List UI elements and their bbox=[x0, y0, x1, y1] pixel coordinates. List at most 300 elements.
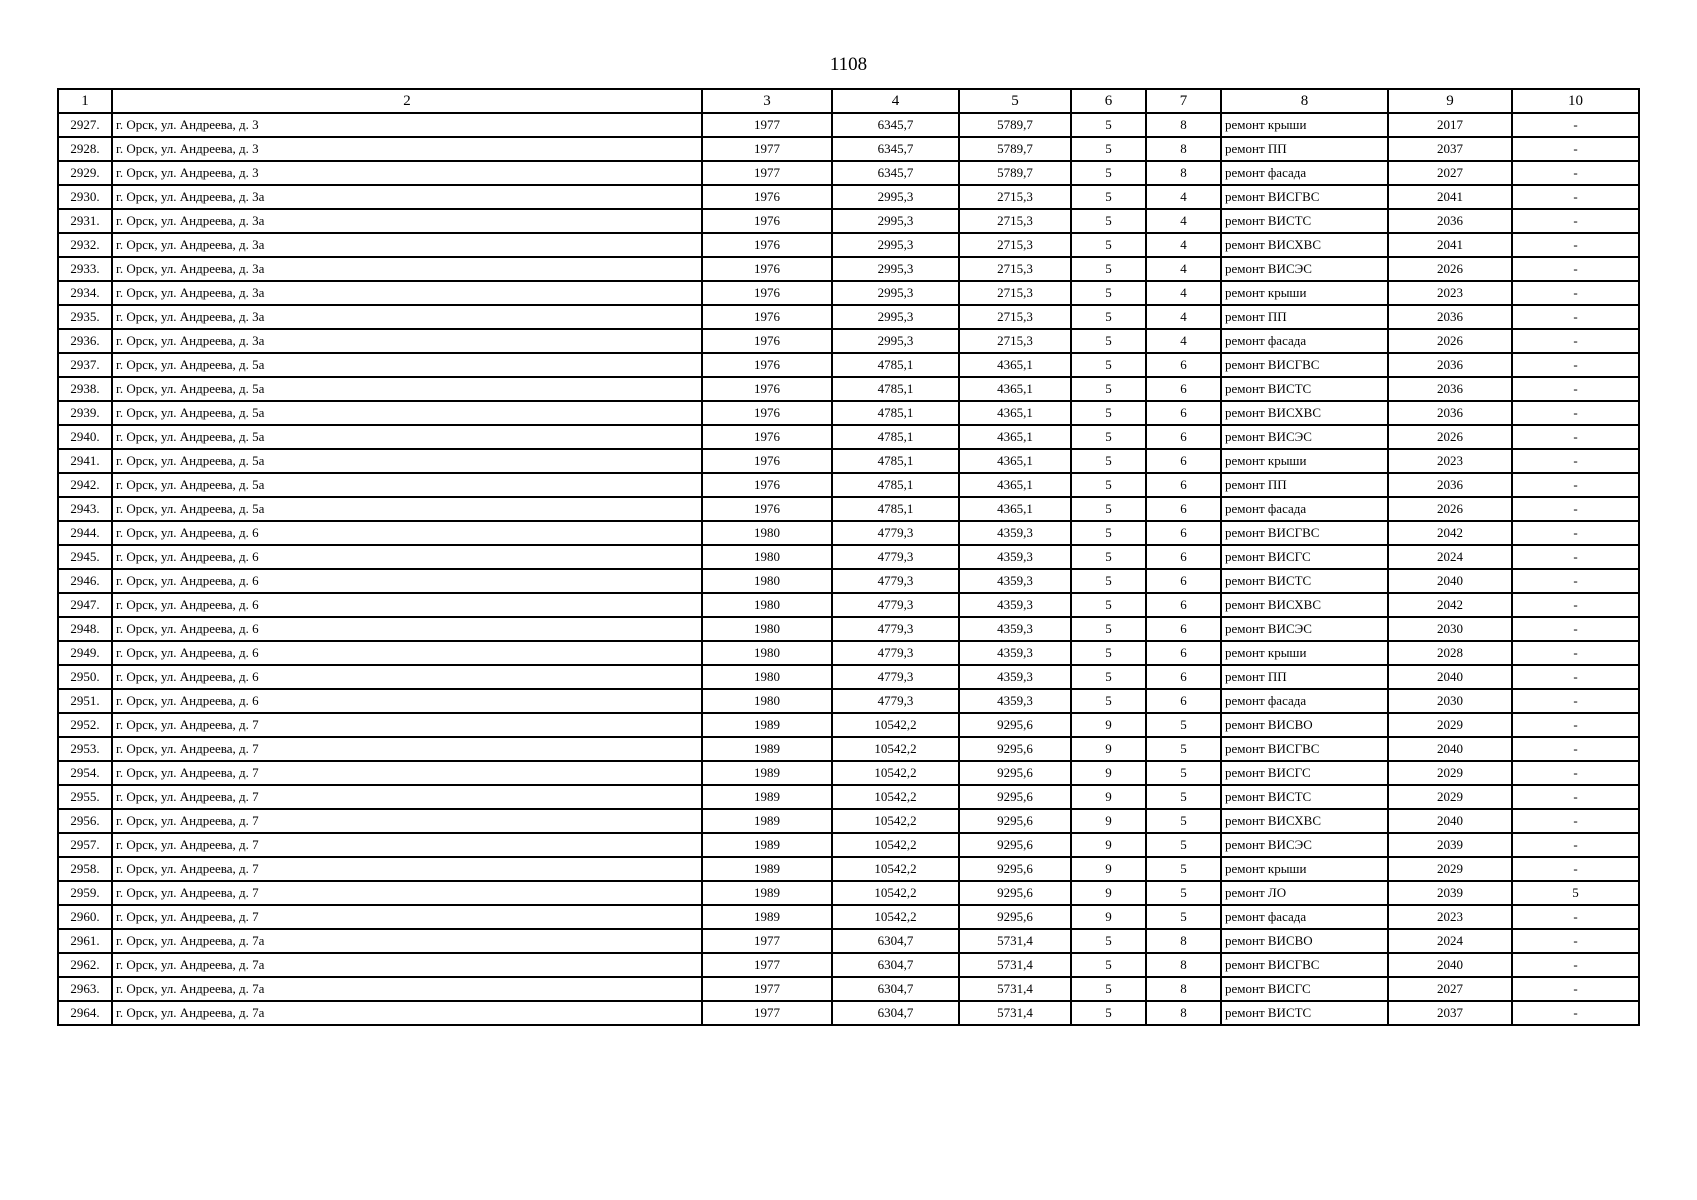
table-row bbox=[58, 449, 1639, 473]
cell-col-address: г. Орск, ул. Андреева, д. 3а bbox=[112, 185, 702, 209]
header-col-floors: 6 bbox=[1071, 89, 1146, 113]
table-row bbox=[58, 497, 1639, 521]
table-row bbox=[58, 737, 1639, 761]
cell-col-address: г. Орск, ул. Андреева, д. 7 bbox=[112, 809, 702, 833]
cell-col-plan-year: 2036 bbox=[1388, 401, 1512, 425]
table-row bbox=[58, 713, 1639, 737]
cell-col-index: 2964. bbox=[58, 1001, 112, 1025]
cell-col-plan-year: 2042 bbox=[1388, 593, 1512, 617]
cell-col-plan-year: 2036 bbox=[1388, 353, 1512, 377]
cell-col-plan-year: 2036 bbox=[1388, 473, 1512, 497]
cell-col-index: 2941. bbox=[58, 449, 112, 473]
cell-col-col10: - bbox=[1512, 857, 1639, 881]
cell-col-floors: 9 bbox=[1071, 737, 1146, 761]
cell-col-address: г. Орск, ул. Андреева, д. 3 bbox=[112, 113, 702, 137]
header-col-total-area: 4 bbox=[832, 89, 959, 113]
cell-col-year: 1977 bbox=[702, 953, 832, 977]
cell-col-floors: 5 bbox=[1071, 569, 1146, 593]
cell-col-plan-year: 2039 bbox=[1388, 833, 1512, 857]
cell-col-year: 1980 bbox=[702, 617, 832, 641]
cell-col-floors: 5 bbox=[1071, 593, 1146, 617]
cell-col-work-type: ремонт ВИСХВС bbox=[1221, 809, 1388, 833]
cell-col-address: г. Орск, ул. Андреева, д. 5а bbox=[112, 449, 702, 473]
cell-col-year: 1989 bbox=[702, 809, 832, 833]
cell-col-year: 1980 bbox=[702, 641, 832, 665]
cell-col-living-area: 9295,6 bbox=[959, 713, 1071, 737]
cell-col-entrances: 6 bbox=[1146, 377, 1221, 401]
cell-col-floors: 5 bbox=[1071, 425, 1146, 449]
cell-col-living-area: 2715,3 bbox=[959, 281, 1071, 305]
cell-col-address: г. Орск, ул. Андреева, д. 6 bbox=[112, 617, 702, 641]
cell-col-col10: - bbox=[1512, 569, 1639, 593]
cell-col-total-area: 2995,3 bbox=[832, 185, 959, 209]
cell-col-plan-year: 2041 bbox=[1388, 185, 1512, 209]
cell-col-plan-year: 2040 bbox=[1388, 953, 1512, 977]
cell-col-entrances: 6 bbox=[1146, 641, 1221, 665]
cell-col-plan-year: 2017 bbox=[1388, 113, 1512, 137]
cell-col-col10: - bbox=[1512, 953, 1639, 977]
cell-col-living-area: 5731,4 bbox=[959, 1001, 1071, 1025]
cell-col-entrances: 6 bbox=[1146, 617, 1221, 641]
table-row bbox=[58, 881, 1639, 905]
cell-col-entrances: 4 bbox=[1146, 257, 1221, 281]
cell-col-work-type: ремонт ПП bbox=[1221, 665, 1388, 689]
cell-col-living-area: 4365,1 bbox=[959, 377, 1071, 401]
cell-col-floors: 5 bbox=[1071, 929, 1146, 953]
cell-col-floors: 5 bbox=[1071, 257, 1146, 281]
cell-col-col10: - bbox=[1512, 521, 1639, 545]
cell-col-total-area: 4785,1 bbox=[832, 425, 959, 449]
cell-col-col10: - bbox=[1512, 209, 1639, 233]
cell-col-index: 2942. bbox=[58, 473, 112, 497]
cell-col-col10: - bbox=[1512, 593, 1639, 617]
cell-col-year: 1977 bbox=[702, 137, 832, 161]
cell-col-address: г. Орск, ул. Андреева, д. 3а bbox=[112, 305, 702, 329]
cell-col-entrances: 6 bbox=[1146, 497, 1221, 521]
cell-col-address: г. Орск, ул. Андреева, д. 7 bbox=[112, 881, 702, 905]
cell-col-total-area: 4779,3 bbox=[832, 593, 959, 617]
header-col-address: 2 bbox=[112, 89, 702, 113]
cell-col-plan-year: 2042 bbox=[1388, 521, 1512, 545]
table-row bbox=[58, 473, 1639, 497]
cell-col-living-area: 4359,3 bbox=[959, 641, 1071, 665]
cell-col-index: 2954. bbox=[58, 761, 112, 785]
table-row bbox=[58, 833, 1639, 857]
cell-col-living-area: 2715,3 bbox=[959, 257, 1071, 281]
cell-col-total-area: 2995,3 bbox=[832, 257, 959, 281]
cell-col-address: г. Орск, ул. Андреева, д. 5а bbox=[112, 425, 702, 449]
cell-col-living-area: 5731,4 bbox=[959, 977, 1071, 1001]
cell-col-living-area: 5789,7 bbox=[959, 161, 1071, 185]
cell-col-work-type: ремонт ВИСГВС bbox=[1221, 185, 1388, 209]
cell-col-living-area: 9295,6 bbox=[959, 905, 1071, 929]
cell-col-living-area: 4359,3 bbox=[959, 569, 1071, 593]
cell-col-col10: - bbox=[1512, 689, 1639, 713]
cell-col-col10: - bbox=[1512, 473, 1639, 497]
cell-col-year: 1976 bbox=[702, 425, 832, 449]
cell-col-index: 2959. bbox=[58, 881, 112, 905]
cell-col-living-area: 5731,4 bbox=[959, 929, 1071, 953]
cell-col-address: г. Орск, ул. Андреева, д. 3 bbox=[112, 161, 702, 185]
cell-col-total-area: 2995,3 bbox=[832, 305, 959, 329]
cell-col-total-area: 6304,7 bbox=[832, 953, 959, 977]
cell-col-index: 2931. bbox=[58, 209, 112, 233]
cell-col-entrances: 4 bbox=[1146, 281, 1221, 305]
cell-col-year: 1989 bbox=[702, 713, 832, 737]
cell-col-index: 2937. bbox=[58, 353, 112, 377]
cell-col-work-type: ремонт ЛО bbox=[1221, 881, 1388, 905]
cell-col-living-area: 9295,6 bbox=[959, 881, 1071, 905]
cell-col-plan-year: 2029 bbox=[1388, 761, 1512, 785]
cell-col-floors: 5 bbox=[1071, 473, 1146, 497]
cell-col-work-type: ремонт ВИСГС bbox=[1221, 761, 1388, 785]
cell-col-total-area: 6304,7 bbox=[832, 1001, 959, 1025]
cell-col-work-type: ремонт крыши bbox=[1221, 449, 1388, 473]
cell-col-address: г. Орск, ул. Андреева, д. 7 bbox=[112, 713, 702, 737]
cell-col-floors: 9 bbox=[1071, 761, 1146, 785]
cell-col-index: 2948. bbox=[58, 617, 112, 641]
cell-col-year: 1976 bbox=[702, 281, 832, 305]
cell-col-col10: - bbox=[1512, 353, 1639, 377]
cell-col-living-area: 2715,3 bbox=[959, 305, 1071, 329]
cell-col-work-type: ремонт ВИСГВС bbox=[1221, 353, 1388, 377]
cell-col-year: 1977 bbox=[702, 113, 832, 137]
cell-col-plan-year: 2030 bbox=[1388, 689, 1512, 713]
cell-col-floors: 5 bbox=[1071, 617, 1146, 641]
cell-col-living-area: 2715,3 bbox=[959, 329, 1071, 353]
cell-col-index: 2939. bbox=[58, 401, 112, 425]
cell-col-col10: 5 bbox=[1512, 881, 1639, 905]
cell-col-living-area: 2715,3 bbox=[959, 233, 1071, 257]
cell-col-living-area: 4365,1 bbox=[959, 353, 1071, 377]
cell-col-total-area: 10542,2 bbox=[832, 713, 959, 737]
cell-col-living-area: 5789,7 bbox=[959, 113, 1071, 137]
cell-col-entrances: 5 bbox=[1146, 809, 1221, 833]
table-row bbox=[58, 929, 1639, 953]
cell-col-index: 2936. bbox=[58, 329, 112, 353]
cell-col-index: 2949. bbox=[58, 641, 112, 665]
cell-col-floors: 9 bbox=[1071, 833, 1146, 857]
cell-col-plan-year: 2024 bbox=[1388, 929, 1512, 953]
header-col-work-type: 8 bbox=[1221, 89, 1388, 113]
cell-col-year: 1976 bbox=[702, 233, 832, 257]
cell-col-col10: - bbox=[1512, 161, 1639, 185]
cell-col-work-type: ремонт ПП bbox=[1221, 305, 1388, 329]
cell-col-total-area: 4779,3 bbox=[832, 545, 959, 569]
cell-col-address: г. Орск, ул. Андреева, д. 6 bbox=[112, 545, 702, 569]
cell-col-year: 1976 bbox=[702, 401, 832, 425]
cell-col-entrances: 4 bbox=[1146, 305, 1221, 329]
cell-col-floors: 5 bbox=[1071, 1001, 1146, 1025]
cell-col-col10: - bbox=[1512, 617, 1639, 641]
cell-col-index: 2944. bbox=[58, 521, 112, 545]
cell-col-plan-year: 2027 bbox=[1388, 161, 1512, 185]
cell-col-floors: 9 bbox=[1071, 785, 1146, 809]
cell-col-year: 1989 bbox=[702, 761, 832, 785]
cell-col-index: 2932. bbox=[58, 233, 112, 257]
cell-col-year: 1977 bbox=[702, 161, 832, 185]
cell-col-index: 2956. bbox=[58, 809, 112, 833]
cell-col-living-area: 4365,1 bbox=[959, 473, 1071, 497]
cell-col-index: 2952. bbox=[58, 713, 112, 737]
cell-col-address: г. Орск, ул. Андреева, д. 3а bbox=[112, 209, 702, 233]
cell-col-work-type: ремонт ВИСТС bbox=[1221, 785, 1388, 809]
cell-col-address: г. Орск, ул. Андреева, д. 3а bbox=[112, 233, 702, 257]
cell-col-index: 2928. bbox=[58, 137, 112, 161]
cell-col-index: 2934. bbox=[58, 281, 112, 305]
table-row bbox=[58, 425, 1639, 449]
cell-col-work-type: ремонт ПП bbox=[1221, 473, 1388, 497]
cell-col-work-type: ремонт ВИСГВС bbox=[1221, 953, 1388, 977]
cell-col-entrances: 8 bbox=[1146, 113, 1221, 137]
cell-col-living-area: 9295,6 bbox=[959, 833, 1071, 857]
cell-col-col10: - bbox=[1512, 737, 1639, 761]
cell-col-total-area: 4785,1 bbox=[832, 449, 959, 473]
cell-col-index: 2935. bbox=[58, 305, 112, 329]
cell-col-plan-year: 2041 bbox=[1388, 233, 1512, 257]
cell-col-work-type: ремонт фасада bbox=[1221, 329, 1388, 353]
cell-col-address: г. Орск, ул. Андреева, д. 5а bbox=[112, 497, 702, 521]
header-col-index: 1 bbox=[58, 89, 112, 113]
cell-col-address: г. Орск, ул. Андреева, д. 7 bbox=[112, 761, 702, 785]
cell-col-address: г. Орск, ул. Андреева, д. 5а bbox=[112, 377, 702, 401]
cell-col-index: 2933. bbox=[58, 257, 112, 281]
cell-col-year: 1976 bbox=[702, 473, 832, 497]
cell-col-plan-year: 2029 bbox=[1388, 713, 1512, 737]
table-row bbox=[58, 785, 1639, 809]
cell-col-entrances: 5 bbox=[1146, 833, 1221, 857]
cell-col-col10: - bbox=[1512, 377, 1639, 401]
cell-col-address: г. Орск, ул. Андреева, д. 3а bbox=[112, 281, 702, 305]
header-col-year: 3 bbox=[702, 89, 832, 113]
cell-col-work-type: ремонт ВИСХВС bbox=[1221, 233, 1388, 257]
table-row bbox=[58, 1001, 1639, 1025]
cell-col-col10: - bbox=[1512, 449, 1639, 473]
cell-col-work-type: ремонт ВИСВО bbox=[1221, 929, 1388, 953]
cell-col-index: 2927. bbox=[58, 113, 112, 137]
cell-col-year: 1976 bbox=[702, 497, 832, 521]
cell-col-year: 1976 bbox=[702, 449, 832, 473]
table-header bbox=[58, 89, 1639, 113]
cell-col-entrances: 5 bbox=[1146, 761, 1221, 785]
cell-col-floors: 5 bbox=[1071, 377, 1146, 401]
table-row bbox=[58, 977, 1639, 1001]
cell-col-col10: - bbox=[1512, 113, 1639, 137]
cell-col-index: 2963. bbox=[58, 977, 112, 1001]
cell-col-year: 1989 bbox=[702, 857, 832, 881]
cell-col-entrances: 5 bbox=[1146, 737, 1221, 761]
cell-col-living-area: 4359,3 bbox=[959, 593, 1071, 617]
cell-col-entrances: 6 bbox=[1146, 569, 1221, 593]
cell-col-floors: 5 bbox=[1071, 953, 1146, 977]
cell-col-col10: - bbox=[1512, 713, 1639, 737]
cell-col-col10: - bbox=[1512, 497, 1639, 521]
cell-col-floors: 5 bbox=[1071, 329, 1146, 353]
cell-col-work-type: ремонт фасада bbox=[1221, 497, 1388, 521]
cell-col-address: г. Орск, ул. Андреева, д. 7а bbox=[112, 977, 702, 1001]
cell-col-col10: - bbox=[1512, 761, 1639, 785]
cell-col-col10: - bbox=[1512, 257, 1639, 281]
cell-col-year: 1976 bbox=[702, 257, 832, 281]
table-row bbox=[58, 113, 1639, 137]
cell-col-work-type: ремонт ВИСЭС bbox=[1221, 617, 1388, 641]
cell-col-living-area: 4359,3 bbox=[959, 521, 1071, 545]
table-row bbox=[58, 209, 1639, 233]
cell-col-floors: 5 bbox=[1071, 233, 1146, 257]
cell-col-plan-year: 2023 bbox=[1388, 449, 1512, 473]
cell-col-living-area: 4359,3 bbox=[959, 689, 1071, 713]
cell-col-work-type: ремонт ВИСЭС bbox=[1221, 425, 1388, 449]
cell-col-work-type: ремонт ВИСХВС bbox=[1221, 401, 1388, 425]
header-col-entrances: 7 bbox=[1146, 89, 1221, 113]
cell-col-index: 2953. bbox=[58, 737, 112, 761]
cell-col-index: 2958. bbox=[58, 857, 112, 881]
cell-col-entrances: 8 bbox=[1146, 1001, 1221, 1025]
cell-col-index: 2947. bbox=[58, 593, 112, 617]
cell-col-living-area: 4365,1 bbox=[959, 449, 1071, 473]
table-row bbox=[58, 329, 1639, 353]
cell-col-work-type: ремонт ВИСГС bbox=[1221, 545, 1388, 569]
cell-col-year: 1989 bbox=[702, 785, 832, 809]
table-row bbox=[58, 545, 1639, 569]
cell-col-total-area: 6345,7 bbox=[832, 161, 959, 185]
cell-col-total-area: 10542,2 bbox=[832, 905, 959, 929]
cell-col-index: 2940. bbox=[58, 425, 112, 449]
cell-col-index: 2945. bbox=[58, 545, 112, 569]
cell-col-total-area: 2995,3 bbox=[832, 233, 959, 257]
cell-col-index: 2943. bbox=[58, 497, 112, 521]
cell-col-index: 2929. bbox=[58, 161, 112, 185]
cell-col-col10: - bbox=[1512, 929, 1639, 953]
cell-col-plan-year: 2030 bbox=[1388, 617, 1512, 641]
cell-col-total-area: 4779,3 bbox=[832, 569, 959, 593]
cell-col-total-area: 10542,2 bbox=[832, 833, 959, 857]
cell-col-year: 1976 bbox=[702, 209, 832, 233]
cell-col-entrances: 8 bbox=[1146, 137, 1221, 161]
cell-col-plan-year: 2029 bbox=[1388, 857, 1512, 881]
table-row bbox=[58, 857, 1639, 881]
cell-col-entrances: 6 bbox=[1146, 689, 1221, 713]
cell-col-address: г. Орск, ул. Андреева, д. 7 bbox=[112, 833, 702, 857]
cell-col-col10: - bbox=[1512, 401, 1639, 425]
cell-col-total-area: 4785,1 bbox=[832, 401, 959, 425]
cell-col-plan-year: 2036 bbox=[1388, 305, 1512, 329]
cell-col-address: г. Орск, ул. Андреева, д. 6 bbox=[112, 641, 702, 665]
cell-col-plan-year: 2023 bbox=[1388, 905, 1512, 929]
cell-col-floors: 5 bbox=[1071, 665, 1146, 689]
cell-col-living-area: 9295,6 bbox=[959, 785, 1071, 809]
cell-col-total-area: 6345,7 bbox=[832, 137, 959, 161]
cell-col-floors: 5 bbox=[1071, 497, 1146, 521]
cell-col-work-type: ремонт фасада bbox=[1221, 905, 1388, 929]
cell-col-total-area: 4779,3 bbox=[832, 665, 959, 689]
cell-col-index: 2930. bbox=[58, 185, 112, 209]
cell-col-col10: - bbox=[1512, 137, 1639, 161]
cell-col-entrances: 6 bbox=[1146, 521, 1221, 545]
cell-col-floors: 5 bbox=[1071, 137, 1146, 161]
cell-col-total-area: 6304,7 bbox=[832, 929, 959, 953]
cell-col-entrances: 6 bbox=[1146, 593, 1221, 617]
cell-col-entrances: 6 bbox=[1146, 473, 1221, 497]
table-row bbox=[58, 281, 1639, 305]
table-row bbox=[58, 617, 1639, 641]
cell-col-entrances: 6 bbox=[1146, 401, 1221, 425]
cell-col-plan-year: 2026 bbox=[1388, 425, 1512, 449]
cell-col-entrances: 6 bbox=[1146, 545, 1221, 569]
table-row bbox=[58, 521, 1639, 545]
cell-col-index: 2957. bbox=[58, 833, 112, 857]
cell-col-living-area: 2715,3 bbox=[959, 209, 1071, 233]
table-row bbox=[58, 401, 1639, 425]
cell-col-col10: - bbox=[1512, 233, 1639, 257]
cell-col-plan-year: 2029 bbox=[1388, 785, 1512, 809]
cell-col-year: 1976 bbox=[702, 305, 832, 329]
table-row bbox=[58, 233, 1639, 257]
cell-col-address: г. Орск, ул. Андреева, д. 3а bbox=[112, 329, 702, 353]
table-row bbox=[58, 161, 1639, 185]
cell-col-entrances: 8 bbox=[1146, 929, 1221, 953]
table-row bbox=[58, 257, 1639, 281]
cell-col-work-type: ремонт крыши bbox=[1221, 281, 1388, 305]
cell-col-work-type: ремонт ВИСХВС bbox=[1221, 593, 1388, 617]
cell-col-living-area: 4359,3 bbox=[959, 545, 1071, 569]
cell-col-total-area: 4785,1 bbox=[832, 473, 959, 497]
cell-col-entrances: 6 bbox=[1146, 353, 1221, 377]
cell-col-living-area: 4359,3 bbox=[959, 617, 1071, 641]
cell-col-total-area: 10542,2 bbox=[832, 809, 959, 833]
cell-col-living-area: 2715,3 bbox=[959, 185, 1071, 209]
cell-col-col10: - bbox=[1512, 785, 1639, 809]
cell-col-living-area: 9295,6 bbox=[959, 761, 1071, 785]
cell-col-year: 1989 bbox=[702, 833, 832, 857]
cell-col-col10: - bbox=[1512, 977, 1639, 1001]
cell-col-work-type: ремонт крыши bbox=[1221, 113, 1388, 137]
cell-col-plan-year: 2028 bbox=[1388, 641, 1512, 665]
cell-col-index: 2960. bbox=[58, 905, 112, 929]
cell-col-index: 2962. bbox=[58, 953, 112, 977]
cell-col-col10: - bbox=[1512, 809, 1639, 833]
cell-col-floors: 9 bbox=[1071, 809, 1146, 833]
cell-col-total-area: 2995,3 bbox=[832, 329, 959, 353]
cell-col-index: 2955. bbox=[58, 785, 112, 809]
cell-col-address: г. Орск, ул. Андреева, д. 5а bbox=[112, 353, 702, 377]
capital-repair-table bbox=[57, 88, 1640, 1026]
cell-col-address: г. Орск, ул. Андреева, д. 7 bbox=[112, 905, 702, 929]
cell-col-plan-year: 2037 bbox=[1388, 1001, 1512, 1025]
cell-col-year: 1989 bbox=[702, 881, 832, 905]
cell-col-address: г. Орск, ул. Андреева, д. 6 bbox=[112, 665, 702, 689]
cell-col-plan-year: 2026 bbox=[1388, 497, 1512, 521]
cell-col-address: г. Орск, ул. Андреева, д. 6 bbox=[112, 689, 702, 713]
cell-col-plan-year: 2040 bbox=[1388, 737, 1512, 761]
header-col-col10: 10 bbox=[1512, 89, 1639, 113]
cell-col-entrances: 5 bbox=[1146, 785, 1221, 809]
cell-col-entrances: 4 bbox=[1146, 185, 1221, 209]
cell-col-floors: 5 bbox=[1071, 449, 1146, 473]
table-row bbox=[58, 377, 1639, 401]
header-row bbox=[58, 89, 1639, 113]
cell-col-entrances: 5 bbox=[1146, 857, 1221, 881]
cell-col-work-type: ремонт ВИСГВС bbox=[1221, 737, 1388, 761]
cell-col-address: г. Орск, ул. Андреева, д. 6 bbox=[112, 521, 702, 545]
cell-col-col10: - bbox=[1512, 329, 1639, 353]
cell-col-col10: - bbox=[1512, 281, 1639, 305]
cell-col-work-type: ремонт ВИСТС bbox=[1221, 569, 1388, 593]
cell-col-entrances: 4 bbox=[1146, 209, 1221, 233]
cell-col-floors: 5 bbox=[1071, 281, 1146, 305]
cell-col-work-type: ремонт ВИСГВС bbox=[1221, 521, 1388, 545]
cell-col-entrances: 6 bbox=[1146, 449, 1221, 473]
